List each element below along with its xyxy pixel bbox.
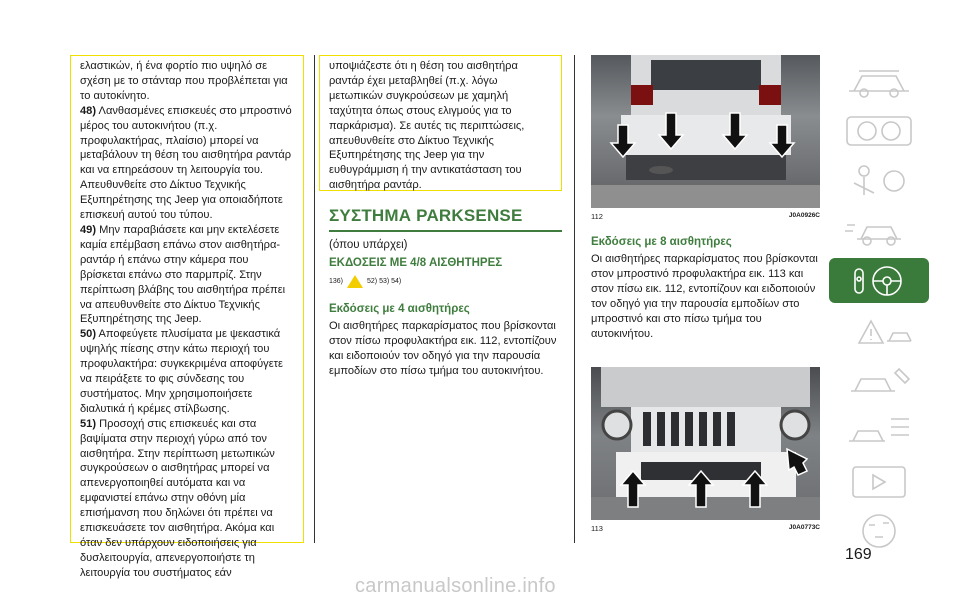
figure-code: J0A0773C	[788, 524, 820, 531]
column-divider	[574, 55, 575, 543]
note-text: Αποφεύγετε πλυσίματα με ψεκαστικά υψηλής πίεσης στην κάτω περιοχή του προφυλακτήρα: συγκεκριμένα αποφύγετε να πειράξετε το φις σύνδεσης του συστήματος. Μην χρησιμοποιήσετε διαλυτικά ή κρέμες στίλβωσης.	[80, 328, 283, 415]
figure-113-front-bumper-photo	[591, 367, 820, 520]
chapter-tab-index[interactable]	[829, 508, 929, 553]
figure-113-caption	[591, 524, 820, 533]
heading-4-sensors: Εκδόσεις με 4 αισθητήρες	[329, 303, 470, 315]
chapter-tab-multimedia[interactable]	[829, 458, 929, 503]
chapter-tab-driving-active[interactable]	[829, 258, 929, 303]
figure-number: 113	[591, 524, 603, 533]
note-number: 50)	[80, 328, 97, 341]
car-dashboard-icon	[839, 61, 919, 101]
warning-51	[80, 417, 295, 581]
ref-136: 136)	[329, 278, 344, 285]
chapter-tab-emergency[interactable]	[829, 308, 929, 353]
instrument-panel-icon	[839, 111, 919, 151]
warning-triangle-icon	[347, 275, 363, 288]
technical-specs-icon	[839, 411, 919, 451]
wrench-car-icon	[839, 361, 919, 401]
car-motion-icon	[839, 211, 919, 251]
note-text: Μην παραβιάσετε και μην εκτελέσετε καμία επέμβαση επάνω στον αισθητήρα-ραντάρ ή επάνω στην κάμερα που βρίσκεται επάνω στο παρμπρίζ. Στην περίπτωση βλάβης του αισθητήρα πρέπει να απευθυνθείτε στο Δίκτυο Τεχνικής Εξυπηρέτησης της Jeep.	[80, 223, 286, 326]
warnings-box-left	[70, 55, 304, 579]
column-divider	[314, 55, 315, 543]
paragraph: υποψιάζεστε ότι η θέση του αισθητήρα ραντάρ έχει μεταβληθεί (π.χ. λόγω μετωπικών συγκρούσεων με χαμηλή ταχύτητα όπως στους ελιγμούς για το παρκάρισμα). Σε αυτές τις περιπτώσεις, απευθυνθείτε στο Δίκτυο Τεχνικής Εξυπηρέτησης της Jeep για την ευθυγράμμιση ή την αντικατάσταση του αισθητήρα ραντάρ.	[329, 60, 525, 192]
warnings-box-right	[319, 55, 562, 191]
section-subtitle: (όπου υπάρχει)	[329, 239, 408, 251]
warning-car-icon	[839, 311, 919, 351]
key-steering-wheel-icon	[839, 261, 919, 301]
note-text: Προσοχή στις επισκευές και στα βαψίματα στην περιοχή γύρω από τον αισθητήρα. Στην περίπτωση μετωπικών συγκρούσεων ο αισθητήρας μπορεί να απενεργοποιηθεί αυτόματα και να εμφανιστεί επάνω στην οθόνη μία επισήμανση που δηλώνει ότι πρέπει να επισκευάσετε τον αισθητήρα. Ακόμα και όταν δεν υπάρχουν ειδοποιήσεις για δυσλειτουργία, απενεργοποιήστε τη λειτουργία του συστήματος εάν	[80, 417, 275, 579]
warning-48	[80, 104, 295, 223]
note-number: 51)	[80, 417, 97, 430]
front-car-illustration	[591, 367, 820, 520]
figure-code: J0A0926C	[788, 212, 820, 219]
rear-car-illustration	[591, 55, 820, 208]
figure-112-caption	[591, 212, 820, 221]
chapter-tab-starting[interactable]	[829, 208, 929, 253]
seatbelt-airbag-icon	[839, 161, 919, 201]
paragraph: ελαστικών, ή ένα φορτίο πιο υψηλό σε σχέση με το στάνταρ που προβλέπεται για το αυτοκίνητο.	[80, 60, 288, 102]
heading-8-sensors: Εκδόσεις με 8 αισθητήρες	[591, 236, 732, 248]
heading-versions-4-8: ΕΚΔΟΣΕΙΣ ΜΕ 4/8 ΑΙΣΘΗΤΗΡΕΣ	[329, 257, 503, 269]
page-number: 169	[845, 546, 872, 563]
multimedia-icon	[839, 461, 919, 501]
chapter-tab-instruments[interactable]	[829, 108, 929, 153]
alphabet-index-icon	[839, 511, 919, 551]
note-number: 48)	[80, 104, 97, 117]
paragraph-4-sensors: Οι αισθητήρες παρκαρίσματος που βρίσκονται στον πίσω προφυλακτήρα εικ. 112, εντοπίζουν και ειδοποιούν τον οδηγό για την παρουσία εμποδίων στο πίσω τμήμα του αυτοκινήτου.	[329, 320, 557, 377]
chapter-tab-vehicle-overview[interactable]	[829, 58, 929, 103]
ref-52-54: 52) 53) 54)	[367, 278, 402, 285]
figure-112-rear-bumper-photo	[591, 55, 820, 208]
figure-number: 112	[591, 212, 603, 221]
paragraph-8-sensors: Οι αισθητήρες παρκαρίσματος που βρίσκονται στον μπροστινό προφυλακτήρα εικ. 113 και στον πίσω εικ. 112, εντοπίζουν και ειδοποιούν τον οδηγό για την παρουσία εμποδίων στο μπροστινό και στο πίσω τμήμα του αυτοκινήτου.	[591, 253, 818, 340]
footer-watermark[interactable]: carmanualsonline.info	[355, 575, 556, 597]
chapter-tab-technical-data[interactable]	[829, 408, 929, 453]
chapter-tab-safety[interactable]	[829, 158, 929, 203]
note-text: Λανθασμένες επισκευές στο μπροστινό μέρος του αυτοκινήτου (π.χ. προφυλακτήρας, πλαίσιο) μπορεί να μεταβάλουν τη θέση του αισθητήρα ραντάρ και να επηρεάσουν τη λειτουργία του. Απευθυνθείτε στο Δίκτυο Τεχνικής Εξυπηρέτησης της Jeep για οποιαδήποτε επισκευή αυτού του τύπου.	[80, 104, 292, 222]
section-title: ΣΥΣΤΗΜΑ PARKSENSE	[329, 206, 562, 232]
note-number: 49)	[80, 223, 97, 236]
chapter-tab-maintenance[interactable]	[829, 358, 929, 403]
warning-49	[80, 223, 295, 327]
warning-references	[329, 275, 401, 288]
warning-50	[80, 327, 295, 416]
